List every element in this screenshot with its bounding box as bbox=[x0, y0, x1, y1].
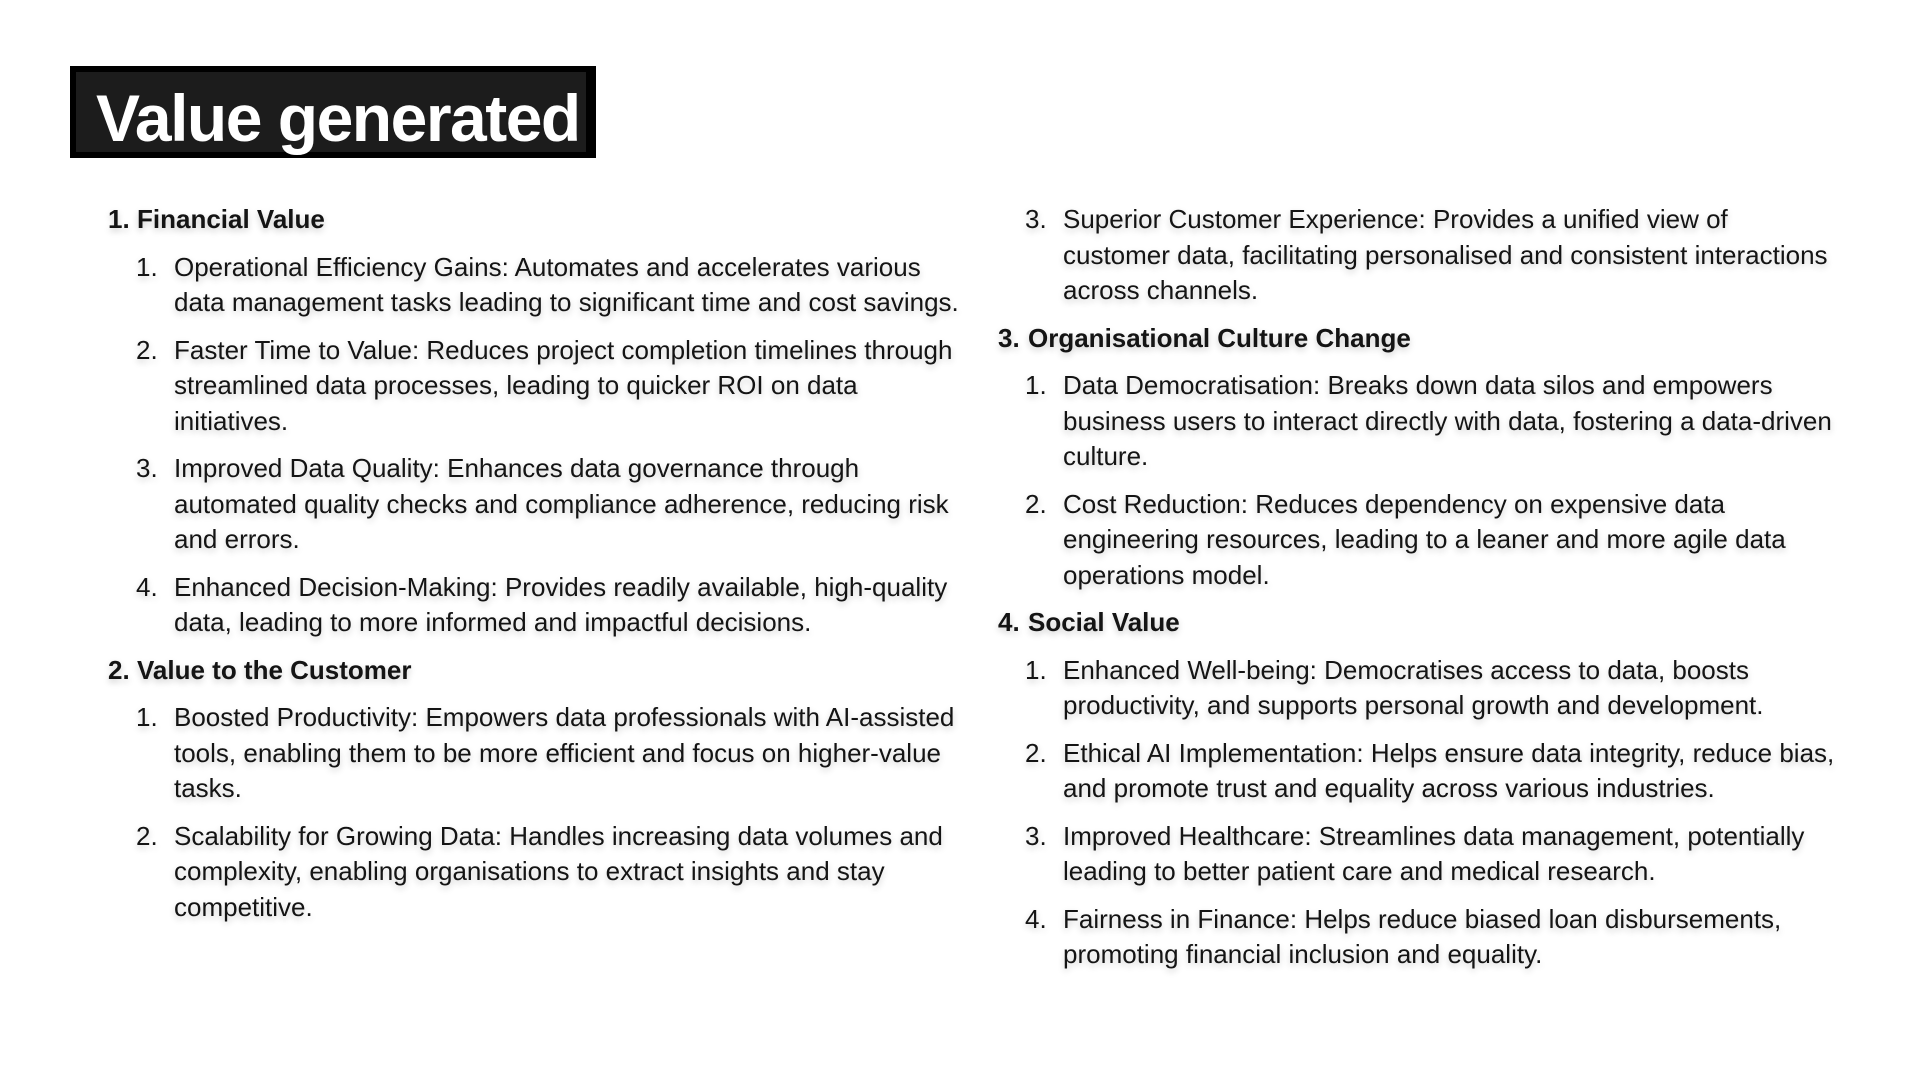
list-item bbox=[998, 736, 1838, 807]
list-item-number: 4. bbox=[136, 571, 158, 602]
list-item-number: 2. bbox=[1025, 488, 1047, 519]
list-item-number: 3. bbox=[1025, 820, 1047, 851]
list-item-text: Operational Efficiency Gains: Automates and accelerates various data management tasks leading to significant time and cost savings. bbox=[174, 251, 959, 317]
list-item bbox=[108, 570, 968, 641]
list-item bbox=[998, 819, 1838, 890]
right-column bbox=[998, 202, 1838, 985]
list-item-text: Improved Data Quality: Enhances data governance through automated quality checks and compliance adherence, reducing risk and errors. bbox=[174, 453, 949, 554]
section-label: Financial Value bbox=[137, 204, 325, 234]
list-item bbox=[108, 451, 968, 558]
list-item-number: 1. bbox=[136, 702, 158, 732]
list-item bbox=[108, 819, 968, 926]
list-item-text: Superior Customer Experience: Provides a unified view of customer data, facilitating personalised and consistent interactions across channels. bbox=[1063, 204, 1828, 305]
section-heading-value-to-customer bbox=[108, 653, 968, 689]
list-item-number: 2. bbox=[1025, 737, 1047, 768]
list-item-number: 1. bbox=[1025, 370, 1047, 400]
list-item-number: 4. bbox=[1025, 903, 1047, 934]
title-banner-inner bbox=[76, 72, 586, 155]
list-item-text: Data Democratisation: Breaks down data silos and empowers business users to interact directly with data, fostering a data-driven culture. bbox=[1063, 370, 1832, 471]
list-item-text: Enhanced Decision-Making: Provides readily available, high-quality data, leading to more informed and impactful decisions. bbox=[174, 571, 948, 637]
section-heading-financial-value bbox=[108, 202, 968, 238]
list-item-text: Ethical AI Implementation: Helps ensure data integrity, reduce bias, and promote trust and equality across various industries. bbox=[1063, 737, 1835, 803]
left-column bbox=[108, 202, 968, 937]
section-label: Value to the Customer bbox=[137, 654, 412, 685]
section-heading-social-value bbox=[998, 605, 1838, 641]
section-number: 1. bbox=[108, 204, 130, 234]
title-banner bbox=[70, 66, 596, 158]
list-item bbox=[108, 700, 968, 807]
list-item bbox=[998, 487, 1838, 594]
page-title: Value generated bbox=[96, 81, 580, 155]
list-item-text: Enhanced Well-being: Democratises access to data, boosts productivity, and supports personal growth and development. bbox=[1063, 654, 1764, 720]
list-item-number: 2. bbox=[136, 334, 158, 365]
list-item-number: 3. bbox=[1025, 204, 1047, 234]
list-item-number: 3. bbox=[136, 453, 158, 483]
section-heading-organisational-culture bbox=[998, 321, 1838, 357]
list-item-number: 1. bbox=[1025, 654, 1047, 685]
list-item-text: Improved Healthcare: Streamlines data management, potentially leading to better patient care and medical research. bbox=[1063, 820, 1805, 886]
list-item-text: Boosted Productivity: Empowers data professionals with AI-assisted tools, enabling them to be more efficient and focus on higher-value tasks. bbox=[174, 702, 955, 803]
section-number: 3. bbox=[998, 322, 1020, 353]
list-item bbox=[998, 653, 1838, 724]
list-item-text: Scalability for Growing Data: Handles increasing data volumes and complexity, enabling organisations to extract insights and stay competitive. bbox=[174, 820, 943, 922]
section-number: 2. bbox=[108, 654, 130, 685]
list-item bbox=[108, 250, 968, 321]
section-label: Social Value bbox=[1028, 607, 1180, 637]
list-item-number: 1. bbox=[136, 251, 158, 282]
list-item-number: 2. bbox=[136, 820, 158, 851]
list-item bbox=[998, 202, 1838, 309]
list-item-text: Faster Time to Value: Reduces project completion timelines through streamlined data processes, leading to quicker ROI on data initiatives. bbox=[174, 334, 953, 436]
section-number: 4. bbox=[998, 607, 1020, 637]
list-item-text: Fairness in Finance: Helps reduce biased loan disbursements, promoting financial inclusion and equality. bbox=[1063, 903, 1782, 969]
section-label: Organisational Culture Change bbox=[1028, 322, 1411, 353]
list-item bbox=[108, 333, 968, 440]
list-item bbox=[998, 368, 1838, 475]
list-item bbox=[998, 902, 1838, 973]
list-item-text: Cost Reduction: Reduces dependency on expensive data engineering resources, leading to a leaner and more agile data operations model. bbox=[1063, 488, 1786, 590]
